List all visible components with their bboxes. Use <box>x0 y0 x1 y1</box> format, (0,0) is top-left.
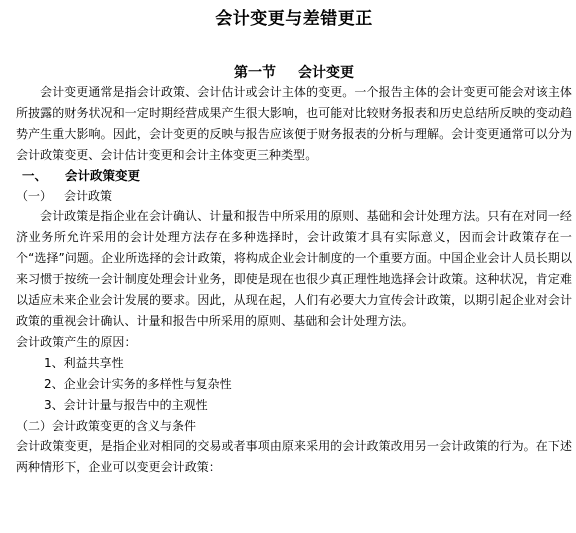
reason-item-3: 3、会计计量与报告中的主观性 <box>44 398 208 412</box>
heading-accounting-policy <box>16 186 572 206</box>
heading-2a-text: 会计政策 <box>64 189 113 203</box>
policy-paragraph: 会计政策是指企业在会计确认、计量和报告中所采用的原则、基础和会计处理方法。只有在对同一经济业务所允许采用的会计处理方法存在多种选择时，会计政策才具有实际意义，因而会计政策存在一个“选择”问题。企业所选择的会计政策，将构成企业会计制度的一个重要方面。中国企业会计人员长期以来习惯于按统一会计制度处理会计业务，即使是现在也很少真正理性地选择会计政策。这种状况，肯定难以适应未来企业会计发展的要求。因此，从现在起，人们有必要大力宣传会计政策，以期引起企业对会计政策的重视会计确认、计量和报告中所采用的原则、基础和会计处理方法。 <box>16 209 572 328</box>
section-name: 会计变更 <box>298 65 354 81</box>
heading-1-number: 一、 <box>22 168 48 183</box>
heading-1-text: 会计政策变更 <box>65 168 141 183</box>
section-number: 第一节 <box>234 65 276 81</box>
section-title <box>16 64 572 82</box>
change-paragraph: 会计政策变更，是指企业对相同的交易或者事项由原来采用的会计政策改用另一会计政策的行为。在下述两种情形下，企业可以变更会计政策： <box>16 439 572 474</box>
reason-item-1: 1、利益共享性 <box>44 356 124 370</box>
reasons-heading: 会计政策产生的原因： <box>16 335 137 349</box>
intro-paragraph: 会计变更通常是指会计政策、会计估计或会计主体的变更。一个报告主体的会计变更可能会对该主体所披露的财务状况和一定时期经营成果产生很大影响，也可能对比较财务报表和历史总结所反映的变动趋势产生重大影响。因此，会计变更的反映与报告应该便于财务报表的分析与理解。会计变更通常可以分为会计政策变更、会计估计变更和会计主体变更三种类型。 <box>16 85 572 162</box>
heading-policy-change-conditions: （二）会计政策变更的含义与条件 <box>16 419 197 433</box>
reason-item-2: 2、企业会计实务的多样性与复杂性 <box>44 377 232 391</box>
heading-2a-number: （一） <box>16 189 53 203</box>
heading-accounting-policy-change <box>16 166 572 186</box>
document-title: 会计变更与差错更正 <box>215 9 373 29</box>
